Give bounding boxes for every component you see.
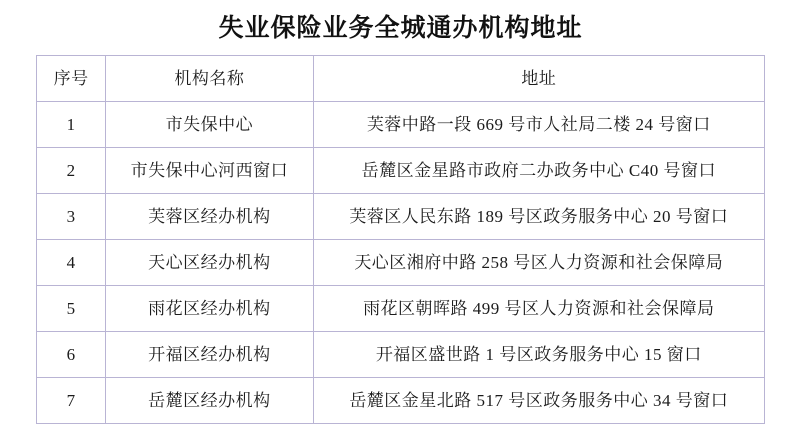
table-header (37, 56, 765, 102)
cell-agency-name: 市失保中心河西窗口 (106, 148, 313, 194)
cell-agency-name: 开福区经办机构 (106, 332, 313, 378)
table-body (37, 102, 765, 424)
page-title: 失业保险业务全城通办机构地址 (218, 14, 583, 42)
table-row (37, 102, 765, 148)
column-header-address: 地址 (313, 56, 764, 102)
cell-agency-name: 市失保中心 (106, 102, 313, 148)
cell-address: 芙蓉区人民东路 189 号区政务服务中心 20 号窗口 (313, 194, 764, 240)
cell-index: 1 (37, 102, 106, 148)
table-row (37, 378, 765, 424)
cell-address: 岳麓区金星路市政府二办政务中心 C40 号窗口 (313, 148, 764, 194)
cell-index: 4 (37, 240, 106, 286)
cell-agency-name: 雨花区经办机构 (106, 286, 313, 332)
cell-address: 开福区盛世路 1 号区政务服务中心 15 窗口 (313, 332, 764, 378)
cell-index: 6 (37, 332, 106, 378)
table-container (0, 55, 801, 424)
cell-index: 5 (37, 286, 106, 332)
cell-agency-name: 芙蓉区经办机构 (106, 194, 313, 240)
table-row (37, 194, 765, 240)
agency-address-table (36, 55, 765, 424)
table-header-row (37, 56, 765, 102)
cell-address: 雨花区朝晖路 499 号区人力资源和社会保障局 (313, 286, 764, 332)
cell-agency-name: 岳麓区经办机构 (106, 378, 313, 424)
cell-address: 岳麓区金星北路 517 号区政务服务中心 34 号窗口 (313, 378, 764, 424)
cell-index: 2 (37, 148, 106, 194)
cell-index: 3 (37, 194, 106, 240)
table-row (37, 240, 765, 286)
table-row (37, 332, 765, 378)
table-row (37, 148, 765, 194)
cell-agency-name: 天心区经办机构 (106, 240, 313, 286)
cell-address: 芙蓉中路一段 669 号市人社局二楼 24 号窗口 (313, 102, 764, 148)
cell-address: 天心区湘府中路 258 号区人力资源和社会保障局 (313, 240, 764, 286)
table-row (37, 286, 765, 332)
column-header-index: 序号 (37, 56, 106, 102)
column-header-agency-name: 机构名称 (106, 56, 313, 102)
cell-index: 7 (37, 378, 106, 424)
